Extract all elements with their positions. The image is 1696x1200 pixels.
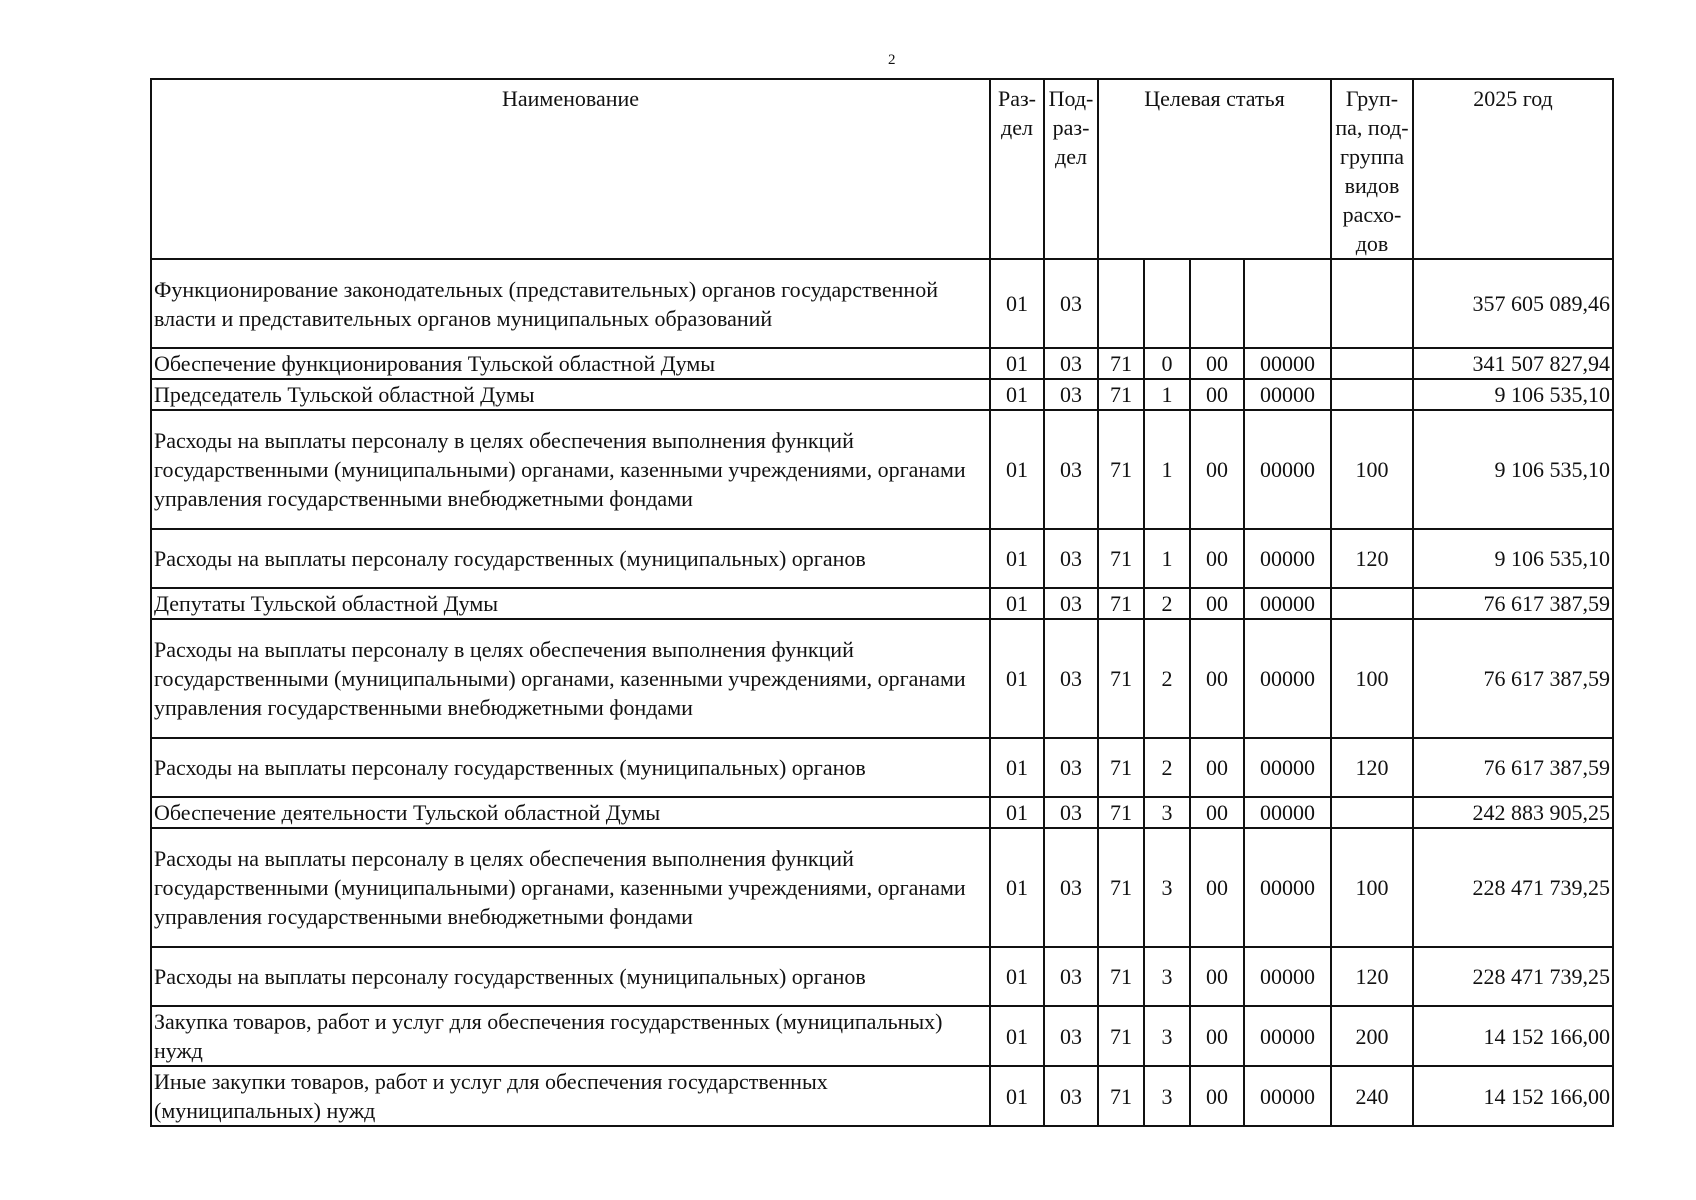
header-name: Наименование [151,79,990,259]
row-expense-group [1331,259,1413,348]
row-target-program: 71 [1098,738,1144,797]
row-subsection: 03 [1044,259,1098,348]
row-target-subprogram [1144,259,1190,348]
row-name: Председатель Тульской областной Думы [151,379,990,410]
row-target-program: 71 [1098,1066,1144,1126]
row-amount: 228 471 739,25 [1413,947,1613,1006]
row-section: 01 [990,379,1044,410]
row-amount: 76 617 387,59 [1413,588,1613,619]
table-row [151,1006,1613,1066]
table-row [151,410,1613,529]
row-target-direction [1244,259,1331,348]
row-name: Расходы на выплаты персоналу государственных (муниципальных) органов [151,529,990,588]
row-target-direction: 00000 [1244,1006,1331,1066]
row-target-event: 00 [1190,379,1244,410]
row-subsection: 03 [1044,828,1098,947]
row-section: 01 [990,797,1044,828]
row-target-program: 71 [1098,1006,1144,1066]
row-section: 01 [990,529,1044,588]
row-target-direction: 00000 [1244,738,1331,797]
row-expense-group: 120 [1331,947,1413,1006]
row-target-subprogram: 2 [1144,588,1190,619]
row-target-direction: 00000 [1244,1066,1331,1126]
row-target-event: 00 [1190,738,1244,797]
row-subsection: 03 [1044,529,1098,588]
row-name: Обеспечение функционирования Тульской областной Думы [151,348,990,379]
row-target-event: 00 [1190,588,1244,619]
table-row [151,947,1613,1006]
row-target-direction: 00000 [1244,410,1331,529]
row-name: Расходы на выплаты персоналу государственных (муниципальных) органов [151,738,990,797]
row-name: Расходы на выплаты персоналу государственных (муниципальных) органов [151,947,990,1006]
row-name: Функционирование законодательных (представительных) органов государственной власти и представительных органов муниципальных образований [151,259,990,348]
row-target-event: 00 [1190,947,1244,1006]
row-target-event [1190,259,1244,348]
row-expense-group: 120 [1331,738,1413,797]
row-target-event: 00 [1190,619,1244,738]
row-amount: 76 617 387,59 [1413,738,1613,797]
row-expense-group: 120 [1331,529,1413,588]
row-name: Расходы на выплаты персоналу в целях обеспечения выполнения функций государственными (муниципальными) органами, казенными учреждениями, органами управления государственными внебюджетными фондами [151,410,990,529]
row-target-program: 71 [1098,619,1144,738]
table-row [151,738,1613,797]
row-subsection: 03 [1044,1006,1098,1066]
row-target-program: 71 [1098,410,1144,529]
row-amount: 9 106 535,10 [1413,529,1613,588]
row-target-subprogram: 2 [1144,619,1190,738]
row-target-direction: 00000 [1244,797,1331,828]
row-subsection: 03 [1044,797,1098,828]
row-target-direction: 00000 [1244,348,1331,379]
row-target-subprogram: 1 [1144,529,1190,588]
row-expense-group [1331,348,1413,379]
row-target-program: 71 [1098,529,1144,588]
row-section: 01 [990,738,1044,797]
table-row [151,797,1613,828]
row-target-direction: 00000 [1244,529,1331,588]
row-target-program: 71 [1098,588,1144,619]
header-target-article: Целевая статья [1098,79,1331,259]
row-target-subprogram: 2 [1144,738,1190,797]
budget-table [150,78,1614,1127]
table-header-row [151,79,1613,259]
row-section: 01 [990,828,1044,947]
row-amount: 357 605 089,46 [1413,259,1613,348]
row-amount: 14 152 166,00 [1413,1006,1613,1066]
header-year: 2025 год [1413,79,1613,259]
row-target-subprogram: 3 [1144,828,1190,947]
row-name: Депутаты Тульской областной Думы [151,588,990,619]
row-amount: 9 106 535,10 [1413,379,1613,410]
row-target-direction: 00000 [1244,379,1331,410]
row-target-direction: 00000 [1244,828,1331,947]
row-target-event: 00 [1190,348,1244,379]
row-target-event: 00 [1190,1066,1244,1126]
row-target-direction: 00000 [1244,947,1331,1006]
page-number: 2 [888,52,896,68]
row-expense-group: 100 [1331,410,1413,529]
table-row [151,379,1613,410]
row-subsection: 03 [1044,1066,1098,1126]
row-subsection: 03 [1044,947,1098,1006]
row-target-program: 71 [1098,797,1144,828]
row-target-program: 71 [1098,828,1144,947]
table-row [151,588,1613,619]
row-target-subprogram: 1 [1144,410,1190,529]
header-subsection: Под- раз- дел [1044,79,1098,259]
row-section: 01 [990,259,1044,348]
row-expense-group [1331,588,1413,619]
table-row [151,828,1613,947]
row-subsection: 03 [1044,738,1098,797]
row-subsection: 03 [1044,379,1098,410]
row-expense-group [1331,379,1413,410]
row-name: Расходы на выплаты персоналу в целях обеспечения выполнения функций государственными (муниципальными) органами, казенными учреждениями, органами управления государственными внебюджетными фондами [151,828,990,947]
row-expense-group: 100 [1331,828,1413,947]
row-target-subprogram: 0 [1144,348,1190,379]
row-name: Расходы на выплаты персоналу в целях обеспечения выполнения функций государственными (муниципальными) органами, казенными учреждениями, органами управления государственными внебюджетными фондами [151,619,990,738]
row-target-subprogram: 1 [1144,379,1190,410]
table-row [151,1066,1613,1126]
row-subsection: 03 [1044,619,1098,738]
row-target-program: 71 [1098,348,1144,379]
table-row [151,529,1613,588]
row-target-direction: 00000 [1244,619,1331,738]
row-target-subprogram: 3 [1144,1066,1190,1126]
row-target-program: 71 [1098,379,1144,410]
row-amount: 9 106 535,10 [1413,410,1613,529]
header-section: Раз- дел [990,79,1044,259]
table-row [151,259,1613,348]
row-expense-group [1331,797,1413,828]
row-target-event: 00 [1190,410,1244,529]
row-name: Иные закупки товаров, работ и услуг для обеспечения государственных (муниципальных) нужд [151,1066,990,1126]
row-section: 01 [990,410,1044,529]
row-target-event: 00 [1190,828,1244,947]
row-section: 01 [990,348,1044,379]
header-expense-group: Груп- па, под- группа видов расхо- дов [1331,79,1413,259]
row-target-subprogram: 3 [1144,1006,1190,1066]
row-expense-group: 200 [1331,1006,1413,1066]
table-row [151,619,1613,738]
row-section: 01 [990,1006,1044,1066]
row-target-program [1098,259,1144,348]
row-amount: 228 471 739,25 [1413,828,1613,947]
row-section: 01 [990,588,1044,619]
row-name: Обеспечение деятельности Тульской областной Думы [151,797,990,828]
row-target-event: 00 [1190,529,1244,588]
row-amount: 341 507 827,94 [1413,348,1613,379]
row-target-direction: 00000 [1244,588,1331,619]
row-section: 01 [990,619,1044,738]
row-subsection: 03 [1044,348,1098,379]
row-target-subprogram: 3 [1144,797,1190,828]
row-subsection: 03 [1044,588,1098,619]
row-amount: 242 883 905,25 [1413,797,1613,828]
row-target-event: 00 [1190,1006,1244,1066]
row-name: Закупка товаров, работ и услуг для обеспечения государственных (муниципальных) нужд [151,1006,990,1066]
table-row [151,348,1613,379]
row-target-event: 00 [1190,797,1244,828]
row-expense-group: 100 [1331,619,1413,738]
row-subsection: 03 [1044,410,1098,529]
row-amount: 14 152 166,00 [1413,1066,1613,1126]
row-amount: 76 617 387,59 [1413,619,1613,738]
row-expense-group: 240 [1331,1066,1413,1126]
row-target-program: 71 [1098,947,1144,1006]
row-target-subprogram: 3 [1144,947,1190,1006]
row-section: 01 [990,1066,1044,1126]
row-section: 01 [990,947,1044,1006]
